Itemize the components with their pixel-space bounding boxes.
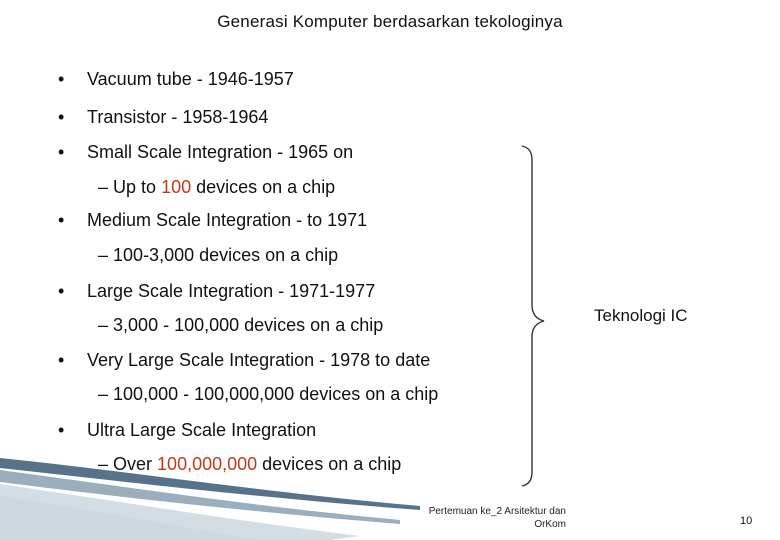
list-item-text: Vacuum tube - 1946-1957 [87, 69, 294, 89]
slide-title: Generasi Komputer berdasarkan tekologinya [217, 12, 563, 31]
sub-item-text: 100,000 - 100,000,000 devices on a chip [113, 384, 439, 404]
sub-item [98, 177, 335, 198]
dash-icon: – [98, 245, 109, 265]
bullet-icon: • [58, 420, 65, 440]
page-number: 10 [740, 515, 753, 527]
sub-item-text: Up to 100 devices on a chip [113, 177, 336, 197]
bullet-icon: • [58, 210, 65, 230]
footer-line-2: OrKom [534, 519, 566, 530]
list-item-text: Very Large Scale Integration - 1978 to date [87, 350, 431, 370]
footer-line-1: Pertemuan ke_2 Arsitektur dan [428, 506, 566, 517]
sub-item [98, 315, 383, 336]
footer-note [380, 505, 566, 531]
highlight-number: 100,000,000 [157, 454, 258, 474]
sub-item [98, 245, 338, 266]
bullet-icon: • [58, 142, 65, 162]
list-item-text: Medium Scale Integration - to 1971 [87, 210, 368, 230]
brace-label: Teknologi IC [594, 306, 688, 325]
sub-item-text: 3,000 - 100,000 devices on a chip [113, 315, 384, 335]
list-item-text: Small Scale Integration - 1965 on [87, 142, 354, 162]
list-item-text: Ultra Large Scale Integration [87, 420, 317, 440]
bullet-icon: • [58, 69, 65, 89]
bullet-icon: • [58, 281, 65, 301]
bullet-icon: • [58, 350, 65, 370]
dash-icon: – [98, 384, 109, 404]
sub-item-text: 100-3,000 devices on a chip [113, 245, 339, 265]
dash-icon: – [98, 315, 109, 335]
dash-icon: – [98, 177, 109, 197]
list-item-text: Transistor - 1958-1964 [87, 107, 269, 127]
bullet-icon: • [58, 107, 65, 127]
sub-item [98, 384, 438, 405]
list-item-text: Large Scale Integration - 1971-1977 [87, 281, 376, 301]
highlight-number: 100 [161, 177, 192, 197]
sub-item [98, 454, 401, 475]
sub-item-text: Over 100,000,000 devices on a chip [113, 454, 402, 474]
dash-icon: – [98, 454, 109, 474]
